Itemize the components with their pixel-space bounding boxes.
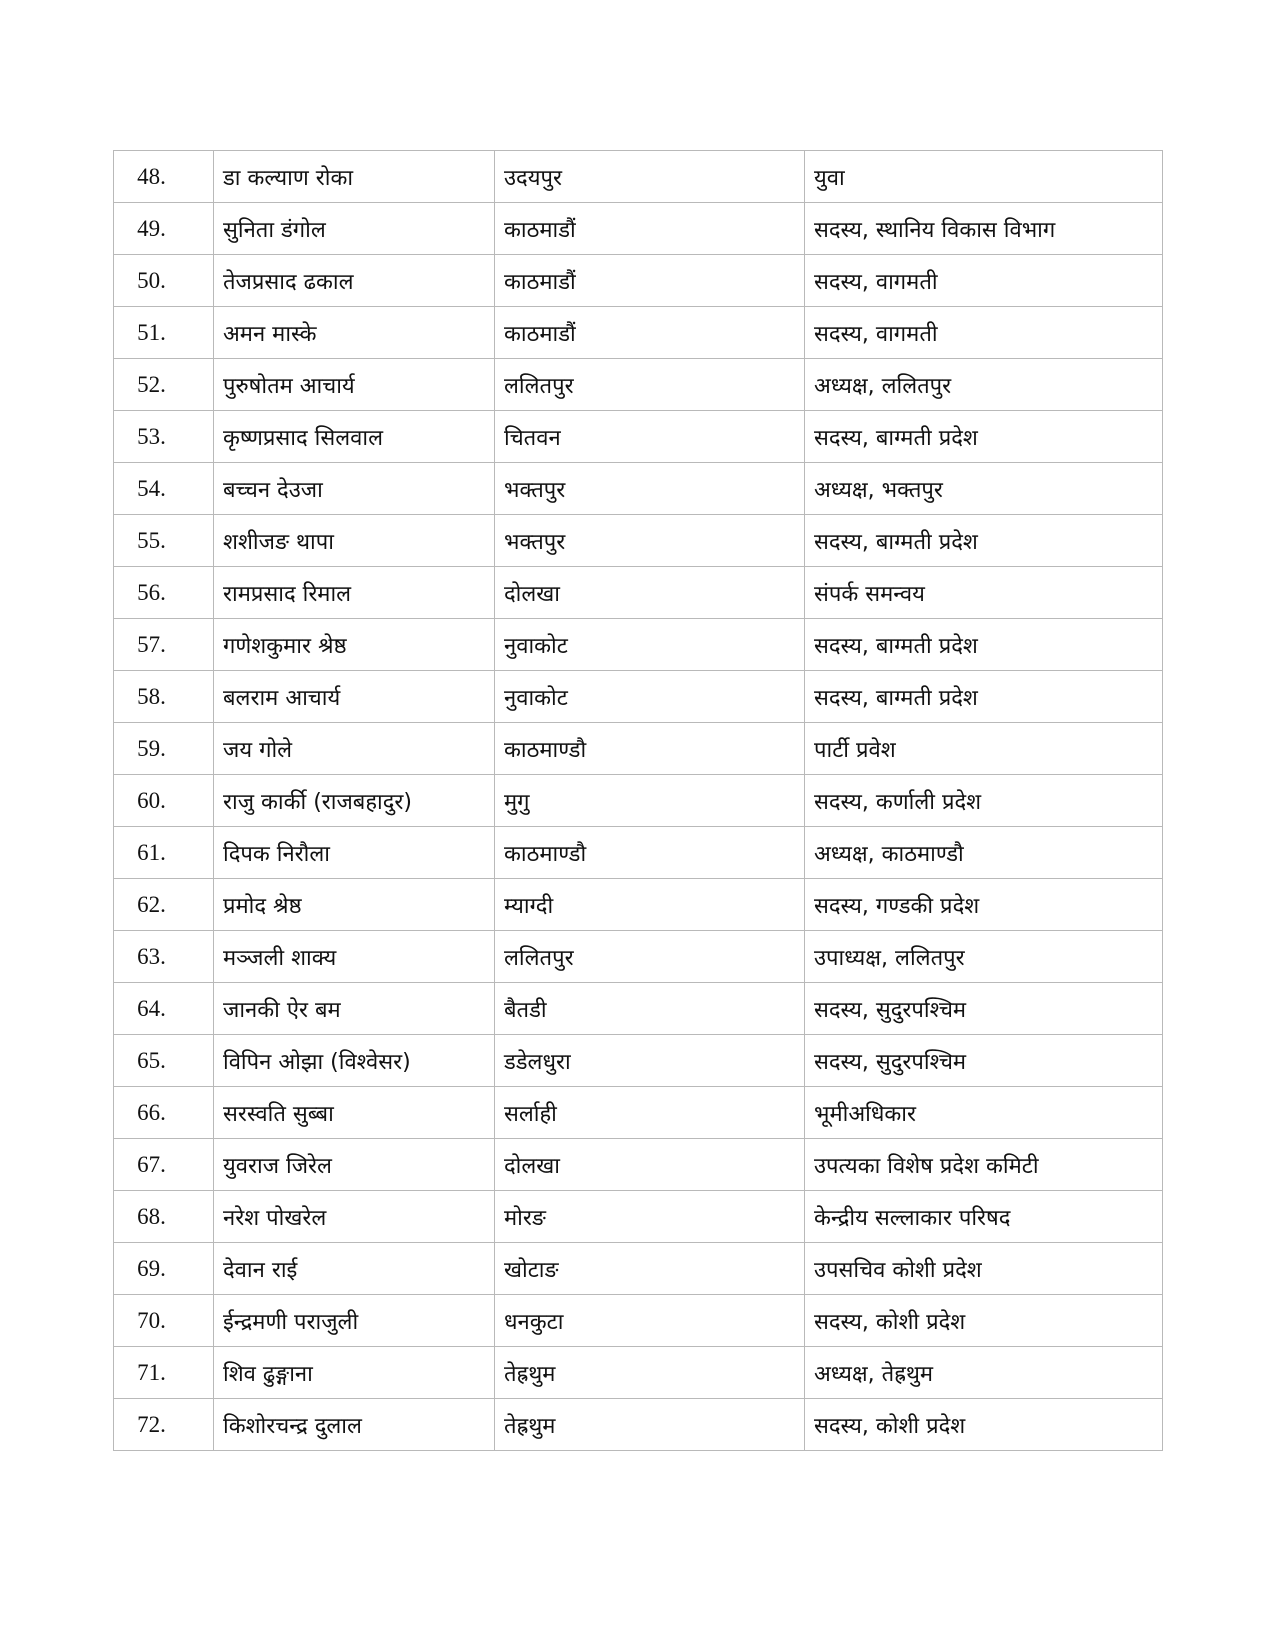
role-cell: सदस्य, सुदुरपश्चिम bbox=[805, 983, 1163, 1035]
name-cell: किशोरचन्द्र दुलाल bbox=[214, 1399, 495, 1451]
name-cell: सुनिता डंगोल bbox=[214, 203, 495, 255]
district-cell: ललितपुर bbox=[495, 359, 805, 411]
table-row bbox=[114, 931, 1163, 983]
district-cell: भक्तपुर bbox=[495, 463, 805, 515]
role-cell: केन्द्रीय सल्लाकार परिषद bbox=[805, 1191, 1163, 1243]
table-row bbox=[114, 1191, 1163, 1243]
table-row bbox=[114, 515, 1163, 567]
name-cell: बच्चन देउजा bbox=[214, 463, 495, 515]
serial-number-cell: 62. bbox=[114, 879, 214, 931]
name-cell: अमन मास्के bbox=[214, 307, 495, 359]
serial-number-cell: 55. bbox=[114, 515, 214, 567]
table-row bbox=[114, 1295, 1163, 1347]
name-cell: पुरुषोतम आचार्य bbox=[214, 359, 495, 411]
district-cell: काठमाडौं bbox=[495, 307, 805, 359]
name-cell: देवान राई bbox=[214, 1243, 495, 1295]
role-cell: सदस्य, बाग्मती प्रदेश bbox=[805, 515, 1163, 567]
district-cell: तेह्रथुम bbox=[495, 1347, 805, 1399]
table-row bbox=[114, 411, 1163, 463]
district-cell: मोरङ bbox=[495, 1191, 805, 1243]
name-cell: सरस्वति सुब्बा bbox=[214, 1087, 495, 1139]
serial-number-cell: 56. bbox=[114, 567, 214, 619]
member-table-body bbox=[114, 151, 1163, 1451]
role-cell: सदस्य, वागमती bbox=[805, 307, 1163, 359]
serial-number-cell: 59. bbox=[114, 723, 214, 775]
name-cell: गणेशकुमार श्रेष्ठ bbox=[214, 619, 495, 671]
district-cell: नुवाकोट bbox=[495, 671, 805, 723]
name-cell: राजु कार्की (राजबहादुर) bbox=[214, 775, 495, 827]
name-cell: युवराज जिरेल bbox=[214, 1139, 495, 1191]
district-cell: दोलखा bbox=[495, 567, 805, 619]
role-cell: उपसचिव कोशी प्रदेश bbox=[805, 1243, 1163, 1295]
role-cell: सदस्य, वागमती bbox=[805, 255, 1163, 307]
district-cell: काठमाण्डौ bbox=[495, 723, 805, 775]
role-cell: सदस्य, बाग्मती प्रदेश bbox=[805, 671, 1163, 723]
role-cell: सदस्य, कोशी प्रदेश bbox=[805, 1295, 1163, 1347]
role-cell: सदस्य, बाग्मती प्रदेश bbox=[805, 619, 1163, 671]
table-row bbox=[114, 671, 1163, 723]
name-cell: कृष्णप्रसाद सिलवाल bbox=[214, 411, 495, 463]
table-row bbox=[114, 619, 1163, 671]
name-cell: तेजप्रसाद ढकाल bbox=[214, 255, 495, 307]
role-cell: सदस्य, स्थानिय विकास विभाग bbox=[805, 203, 1163, 255]
table-row bbox=[114, 567, 1163, 619]
table-row bbox=[114, 1139, 1163, 1191]
district-cell: धनकुटा bbox=[495, 1295, 805, 1347]
name-cell: दिपक निरौला bbox=[214, 827, 495, 879]
role-cell: सदस्य, सुदुरपश्चिम bbox=[805, 1035, 1163, 1087]
district-cell: ललितपुर bbox=[495, 931, 805, 983]
role-cell: सदस्य, गण्डकी प्रदेश bbox=[805, 879, 1163, 931]
district-cell: चितवन bbox=[495, 411, 805, 463]
role-cell: अध्यक्ष, ललितपुर bbox=[805, 359, 1163, 411]
serial-number-cell: 54. bbox=[114, 463, 214, 515]
name-cell: जानकी ऐर बम bbox=[214, 983, 495, 1035]
district-cell: काठमाडौं bbox=[495, 203, 805, 255]
table-row bbox=[114, 723, 1163, 775]
serial-number-cell: 65. bbox=[114, 1035, 214, 1087]
role-cell: सदस्य, कोशी प्रदेश bbox=[805, 1399, 1163, 1451]
serial-number-cell: 63. bbox=[114, 931, 214, 983]
district-cell: सर्लाही bbox=[495, 1087, 805, 1139]
district-cell: तेह्रथुम bbox=[495, 1399, 805, 1451]
serial-number-cell: 67. bbox=[114, 1139, 214, 1191]
name-cell: प्रमोद श्रेष्ठ bbox=[214, 879, 495, 931]
role-cell: अध्यक्ष, काठमाण्डौ bbox=[805, 827, 1163, 879]
serial-number-cell: 70. bbox=[114, 1295, 214, 1347]
serial-number-cell: 52. bbox=[114, 359, 214, 411]
district-cell: नुवाकोट bbox=[495, 619, 805, 671]
table-row bbox=[114, 879, 1163, 931]
name-cell: शशीजङ थापा bbox=[214, 515, 495, 567]
table-row bbox=[114, 255, 1163, 307]
role-cell: उपाध्यक्ष, ललितपुर bbox=[805, 931, 1163, 983]
table-row bbox=[114, 463, 1163, 515]
serial-number-cell: 64. bbox=[114, 983, 214, 1035]
table-row bbox=[114, 151, 1163, 203]
name-cell: बलराम आचार्य bbox=[214, 671, 495, 723]
serial-number-cell: 50. bbox=[114, 255, 214, 307]
serial-number-cell: 61. bbox=[114, 827, 214, 879]
serial-number-cell: 49. bbox=[114, 203, 214, 255]
serial-number-cell: 57. bbox=[114, 619, 214, 671]
name-cell: शिव ढुङ्गाना bbox=[214, 1347, 495, 1399]
name-cell: जय गोले bbox=[214, 723, 495, 775]
district-cell: खोटाङ bbox=[495, 1243, 805, 1295]
role-cell: युवा bbox=[805, 151, 1163, 203]
table-row bbox=[114, 203, 1163, 255]
table-row bbox=[114, 1243, 1163, 1295]
role-cell: उपत्यका विशेष प्रदेश कमिटी bbox=[805, 1139, 1163, 1191]
serial-number-cell: 53. bbox=[114, 411, 214, 463]
serial-number-cell: 58. bbox=[114, 671, 214, 723]
role-cell: अध्यक्ष, तेह्रथुम bbox=[805, 1347, 1163, 1399]
name-cell: मञ्जली शाक्य bbox=[214, 931, 495, 983]
table-row bbox=[114, 307, 1163, 359]
district-cell: डडेलधुरा bbox=[495, 1035, 805, 1087]
district-cell: काठमाडौं bbox=[495, 255, 805, 307]
role-cell: संपर्क समन्वय bbox=[805, 567, 1163, 619]
district-cell: काठमाण्डौ bbox=[495, 827, 805, 879]
district-cell: दोलखा bbox=[495, 1139, 805, 1191]
role-cell: अध्यक्ष, भक्तपुर bbox=[805, 463, 1163, 515]
district-cell: मुगु bbox=[495, 775, 805, 827]
member-table bbox=[113, 150, 1163, 1451]
name-cell: नरेश पोखरेल bbox=[214, 1191, 495, 1243]
table-row bbox=[114, 1087, 1163, 1139]
serial-number-cell: 71. bbox=[114, 1347, 214, 1399]
district-cell: उदयपुर bbox=[495, 151, 805, 203]
table-row bbox=[114, 775, 1163, 827]
table-row bbox=[114, 827, 1163, 879]
serial-number-cell: 60. bbox=[114, 775, 214, 827]
serial-number-cell: 72. bbox=[114, 1399, 214, 1451]
serial-number-cell: 69. bbox=[114, 1243, 214, 1295]
role-cell: पार्टी प्रवेश bbox=[805, 723, 1163, 775]
table-row bbox=[114, 1347, 1163, 1399]
role-cell: सदस्य, बाग्मती प्रदेश bbox=[805, 411, 1163, 463]
table-row bbox=[114, 1399, 1163, 1451]
role-cell: भूमीअधिकार bbox=[805, 1087, 1163, 1139]
table-row bbox=[114, 983, 1163, 1035]
name-cell: डा कल्याण रोका bbox=[214, 151, 495, 203]
district-cell: भक्तपुर bbox=[495, 515, 805, 567]
serial-number-cell: 51. bbox=[114, 307, 214, 359]
table-row bbox=[114, 359, 1163, 411]
table-row bbox=[114, 1035, 1163, 1087]
serial-number-cell: 66. bbox=[114, 1087, 214, 1139]
district-cell: बैतडी bbox=[495, 983, 805, 1035]
serial-number-cell: 68. bbox=[114, 1191, 214, 1243]
name-cell: विपिन ओझा (विश्वेसर) bbox=[214, 1035, 495, 1087]
role-cell: सदस्य, कर्णाली प्रदेश bbox=[805, 775, 1163, 827]
district-cell: म्याग्दी bbox=[495, 879, 805, 931]
serial-number-cell: 48. bbox=[114, 151, 214, 203]
name-cell: रामप्रसाद रिमाल bbox=[214, 567, 495, 619]
name-cell: ईन्द्रमणी पराजुली bbox=[214, 1295, 495, 1347]
